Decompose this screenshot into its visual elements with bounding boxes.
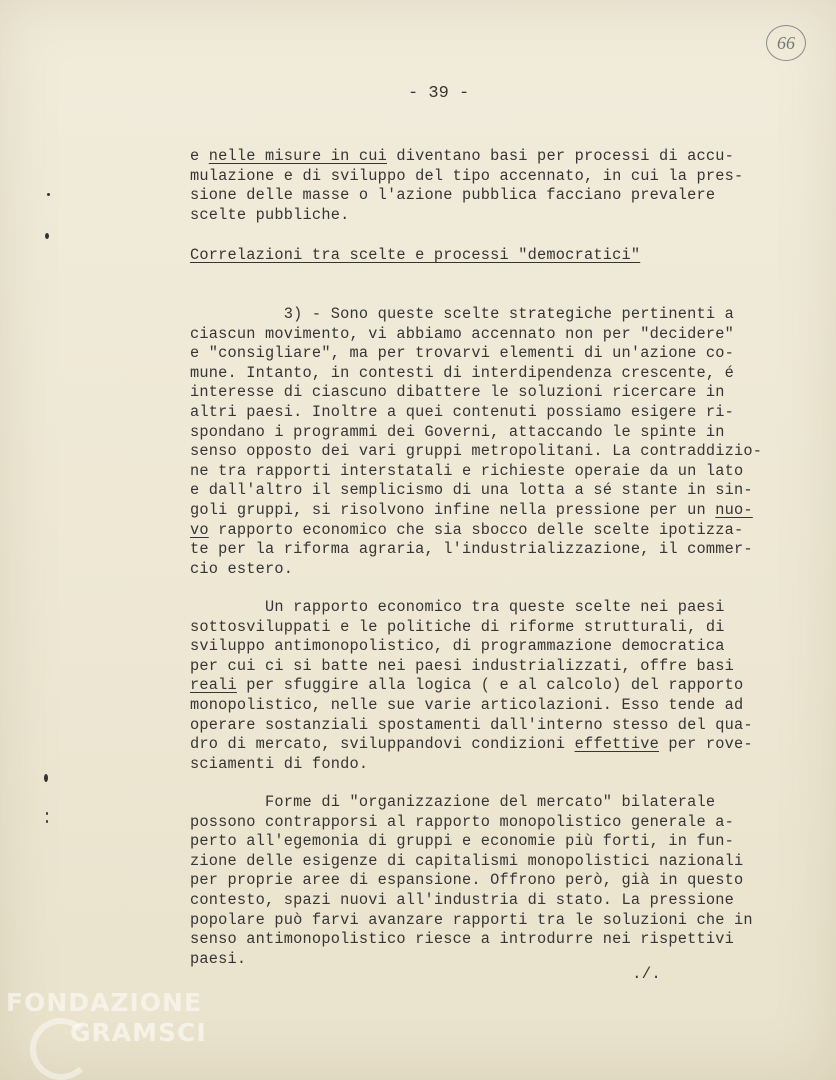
archive-stamp-number: 66 <box>766 25 806 61</box>
paragraph-1 <box>190 305 800 579</box>
text-line: ne tra rapporti interstatali e richieste operaie da un lato <box>190 461 744 480</box>
text-line: scelte pubbliche. <box>190 205 350 224</box>
text-line: 3) - Sono queste scelte strategiche pertinenti a <box>190 305 735 323</box>
text-line: cio estero. <box>190 559 294 578</box>
margin-dot <box>46 812 48 815</box>
margin-dot <box>46 820 48 823</box>
text-line: e nelle misure in cui diventano basi per processi di accu- <box>190 147 735 165</box>
text-line: goli gruppi, si risolvono infine nella pressione per un nuo- <box>190 500 753 519</box>
text-line: monopolistico, nelle sue varie articolazioni. Esso tende ad <box>190 695 744 714</box>
intro-paragraph <box>190 147 800 225</box>
text-line: perto all'egemonia di gruppi e economie più forti, in fun- <box>190 832 735 851</box>
text-line: Forme di "organizzazione del mercato" bilaterale <box>190 793 716 811</box>
watermark-line-2: GRAMSCI <box>70 1018 207 1047</box>
text-line: mune. Intanto, in contesti di interdipendenza crescente, é <box>190 363 735 382</box>
text-line: paesi. <box>190 949 247 968</box>
text-line: per proprie aree di espansione. Offrono però, già in questo <box>190 871 744 890</box>
paragraph-2 <box>190 598 800 774</box>
text-line: popolare può farvi avanzare rapporti tra le soluzioni che in <box>190 910 753 929</box>
text-line: te per la riforma agraria, l'industrializzazione, il commer- <box>190 540 753 559</box>
text-line: sottosviluppati e le politiche di riforme strutturali, di <box>190 617 725 636</box>
underlined-text: vo <box>190 520 209 539</box>
underlined-text: reali <box>190 676 237 695</box>
text-line: vo rapporto economico che sia sbocco delle scelte ipotizza- <box>190 520 744 539</box>
text-line: possono contrapporsi al rapporto monopolistico generale a- <box>190 812 735 831</box>
underlined-text: nuo- <box>715 500 753 519</box>
margin-dot <box>47 193 50 196</box>
text-line: e dall'altro il semplicismo di una lotta a sé stante in sin- <box>190 481 753 500</box>
text-line: Un rapporto economico tra queste scelte nei paesi <box>190 598 725 616</box>
text-line: e "consigliare", ma per trovarvi elementi di un'azione co- <box>190 344 735 363</box>
text-line: mulazione e di sviluppo del tipo accennato, in cui la pres- <box>190 166 744 185</box>
underlined-text: effettive <box>574 735 659 754</box>
text-line: reali per sfuggire alla logica ( e al calcolo) del rapporto <box>190 676 744 695</box>
text-line: altri paesi. Inoltre a quei contenuti possiamo esigere ri- <box>190 402 735 421</box>
text-line: contesto, spazi nuovi all'industria di stato. La pressione <box>190 890 735 909</box>
page-number: - 39 - <box>408 84 470 103</box>
text-line: spondano i programmi dei Governi, attaccando le spinte in <box>190 422 725 441</box>
margin-dot <box>44 774 48 782</box>
watermark-line-1: FONDAZIONE <box>6 988 203 1017</box>
underlined-text: nelle misure in cui <box>208 147 387 165</box>
text-line: zione delle esigenze di capitalismi monopolistici nazionali <box>190 851 744 870</box>
text-line: operare sostanziali spostamenti dall'interno stesso del qua- <box>190 715 753 734</box>
margin-dot <box>45 233 49 239</box>
text-line: sione delle masse o l'azione pubblica facciano prevalere <box>190 186 716 205</box>
text-line: ciascun movimento, vi abbiamo accennato non per "decidere" <box>190 324 735 343</box>
section-heading: Correlazioni tra scelte e processi "democratici" <box>190 246 641 264</box>
text-line: senso opposto dei vari gruppi metropolitani. La contraddizio- <box>190 442 763 461</box>
watermark <box>6 988 207 1048</box>
text-line: sciamenti di fondo. <box>190 754 369 773</box>
text-line: interesse di ciascuno dibattere le soluzioni ricercare in <box>190 383 725 402</box>
text-line: per cui ci si batte nei paesi industrializzati, offre basi <box>190 656 735 675</box>
closing-mark: ./. <box>632 965 661 983</box>
text-line: sviluppo antimonopolistico, di programmazione democratica <box>190 637 725 656</box>
text-line: dro di mercato, sviluppandovi condizioni effettive per rove- <box>190 735 753 754</box>
paragraph-3 <box>190 793 800 969</box>
text-line: senso antimonopolistico riesce a introdurre nei rispettivi <box>190 930 735 949</box>
